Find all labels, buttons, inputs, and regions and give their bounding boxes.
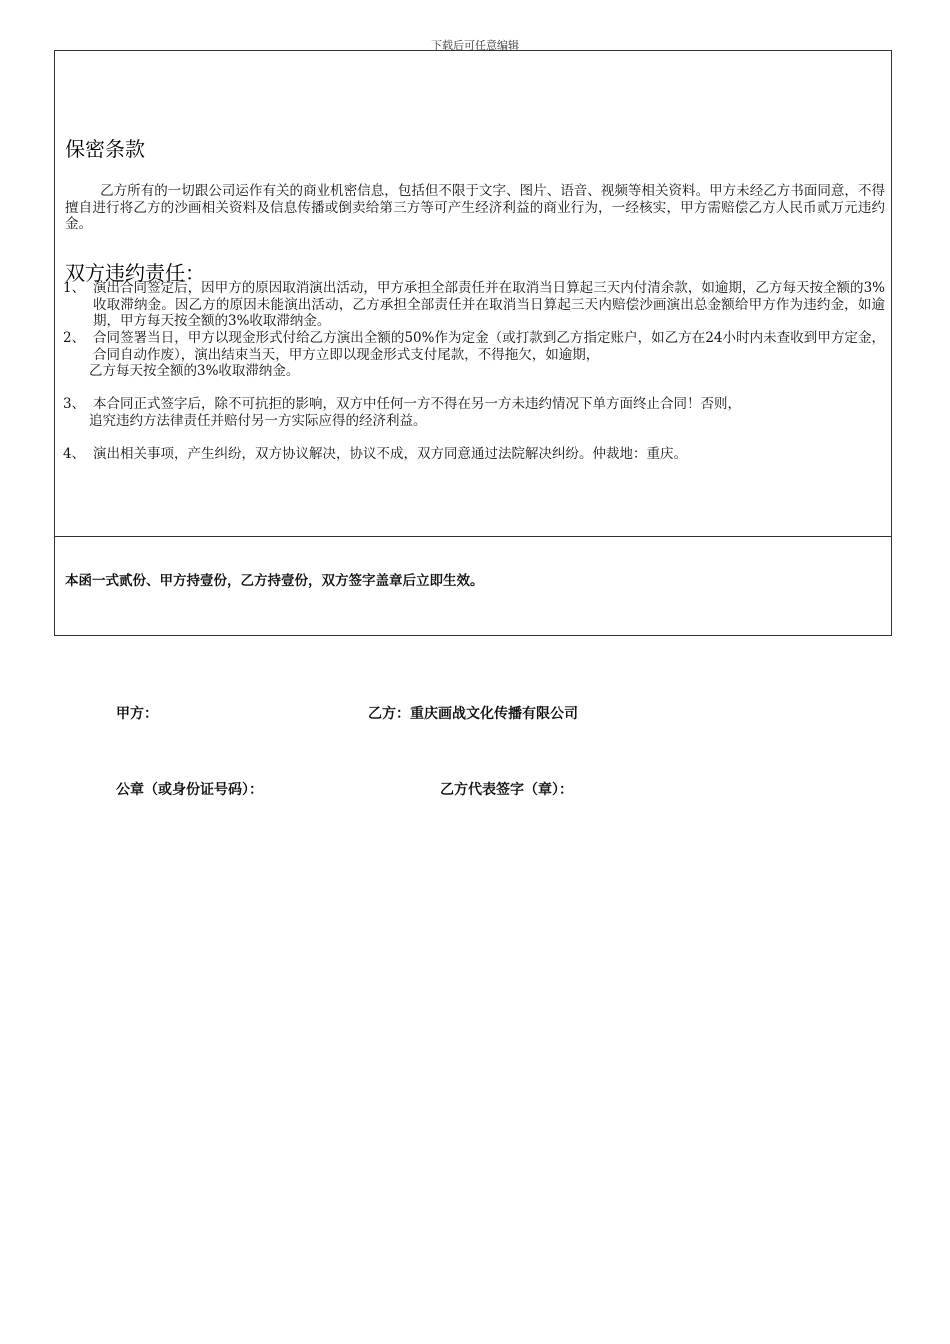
party-a-label: 甲方：	[116, 706, 158, 722]
clause-2	[63, 330, 885, 380]
clause-continuation: 追究违约方法律责任并赔付另一方实际应得的经济利益。	[89, 412, 427, 429]
clause-number: 2、	[63, 330, 86, 346]
footer-box	[54, 536, 892, 636]
clause-number: 1、	[63, 280, 86, 296]
clause-text: 演出相关事项，产生纠纷，双方协议解决，协议不成，双方同意通过法院解决纠纷。仲裁地：重庆。	[93, 446, 687, 462]
header-note: 下载后可任意编辑	[431, 39, 519, 52]
clause-number: 4、	[63, 446, 86, 462]
footer-statement: 本函一式贰份、甲方持壹份，乙方持壹份，双方签字盖章后立即生效。	[65, 573, 484, 589]
clause-1	[63, 280, 885, 330]
seal-label: 公章（或身份证号码）：	[116, 782, 263, 798]
party-b-label: 乙方：重庆画战文化传播有限公司	[368, 706, 578, 722]
clause-text: 本合同正式签字后，除不可抗拒的影响，双方中任何一方不得在另一方未违约情况下单方面终止合同！否则，	[93, 396, 741, 412]
clauses-box	[54, 50, 892, 537]
representative-signature-label: 乙方代表签字（章）：	[440, 782, 573, 798]
clause-text: 演出合同签定后，因甲方的原因取消演出活动，甲方承担全部责任并在取消当日算起三天内付清余款，如逾期，乙方每天按全额的3%收取滞纳金。因乙方的原因未能演出活动，乙方承担全部责任并在取消当日算起三天内赔偿沙画演出总金额给甲方作为违约金，如逾期，甲方每天按全额的3%收取滞纳金。	[93, 280, 885, 330]
clause-number: 3、	[63, 396, 86, 412]
confidentiality-title: 保密条款	[65, 137, 145, 161]
clause-continuation: 乙方每天按全额的3%收取滞纳金。	[89, 363, 300, 380]
clause-text: 合同签署当日，甲方以现金形式付给乙方演出全额的50%作为定金（或打款到乙方指定账户，如乙方在24小时内未查收到甲方定金，合同自动作废），演出结束当天，甲方立即以现金形式支付尾款，不得拖欠，如逾期，	[93, 330, 885, 363]
liability-title: 双方违约责任：	[65, 261, 205, 285]
confidentiality-body: 乙方所有的一切跟公司运作有关的商业机密信息，包括但不限于文字、图片、语音、视频等相关资料。甲方未经乙方书面同意，不得擅自进行将乙方的沙画相关资料及信息传播或倒卖给第三方等可产生经济利益的商业行为，一经核实，甲方需赔偿乙方人民币贰万元违约金。	[65, 183, 885, 233]
clause-4	[63, 446, 885, 463]
clause-3	[63, 396, 885, 429]
